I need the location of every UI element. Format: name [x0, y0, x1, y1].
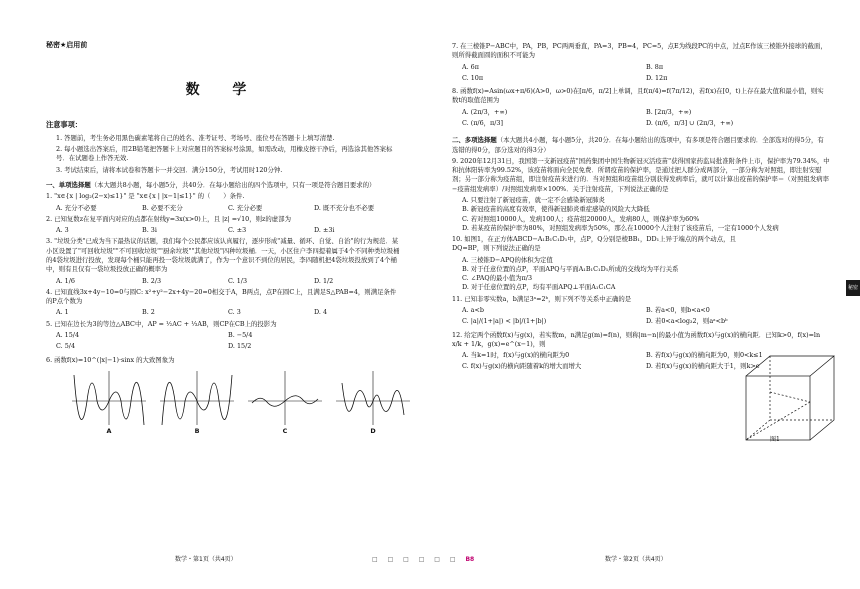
- option: B. 2: [142, 308, 155, 317]
- secret-label: 秘密★启用前: [46, 41, 88, 49]
- option: A. 只要注射了新冠疫苗，就一定不会感染新冠肺炎: [462, 195, 605, 204]
- graph-label: B: [194, 426, 200, 435]
- option: A. a<b: [462, 306, 484, 315]
- option: B. 新冠疫苗的高度有效率，使得新冠肺炎重症感染的风险大大降低: [462, 205, 650, 214]
- option: D. 若0<a<log₃2，则aᵃ<bᵇ: [646, 317, 728, 326]
- graph-a-plot: [70, 369, 148, 427]
- option: A. 6π: [462, 62, 479, 71]
- graph-c-plot: [246, 369, 324, 427]
- option: C. 10π: [462, 73, 484, 82]
- graph-option-b: [158, 369, 236, 436]
- question-11: 11. 已知非零实数a，b满足3ᵃ=2ᵇ，则下列不等关系中正确的是: [452, 294, 632, 303]
- graph-d-plot: [334, 369, 412, 427]
- option: A. 当k=1时，f(x)与g(x)的横向距为0: [462, 351, 570, 360]
- note-item: 2. 每小题选出答案后，用2B铅笔把答题卡上对应题目的答案标号涂黑，如需改动，用橡皮擦干净后，再选涂其他答案标号．在试题卷上作答无效.: [56, 145, 393, 163]
- section-desc: （本大题共4小题，每小题5分，共20分．在每小题给出的选项中，有多项是符合题目要求的．全部选对的得5分，有选错的得0分，部分选对的得3分）: [452, 136, 824, 154]
- option: D. 对于任意位置的点P，均有平面APQ⊥平面A₁C₁CA: [462, 283, 616, 292]
- option: C. ∠PAQ的最小值为π/3: [462, 274, 533, 283]
- question-10: 10. 如图1，在正方体ABCD−A₁B₁C₁D₁中，点P，Q分别是棱BB₁，DD₁上异于端点的两个动点，且DQ=BP，则下列说法正确的是: [452, 235, 736, 253]
- question-4: 4. 已知直线3x+4y−10=0与圆C: x²+y²−2x+4y−20=0相交于A，B两点，点P在圆C上，且满足S△PAB=4，则满足条件的P点个数为: [46, 287, 397, 306]
- note-item: 3. 考试结束后，请将本试卷和答题卡一并交回．满分150分，考试用时120分钟.: [56, 165, 283, 174]
- graph-option-d: [334, 369, 412, 436]
- print-code: B8: [465, 556, 475, 563]
- question-7: 7. 在三棱锥P−ABC中，PA，PB，PC两两垂直，PA=3，PB=4，PC=5，点E为线段PC的中点，过点E作该三棱锥外接球的截面，则所得截面圆的面积不可能为: [452, 42, 827, 60]
- options-1: [56, 204, 400, 213]
- option: C. f(x)与g(x)的横向距随着k的增大而增大: [462, 362, 582, 371]
- section-desc: （本大题共8小题，每小题5分，共40分．在每小题给出的四个选项中，只有一项是符合题目要求的）: [90, 181, 376, 189]
- option: D. (π/6，π/3] ∪ (2π/3，+∞): [646, 118, 734, 127]
- graph-option-a: [70, 369, 148, 436]
- question-2: 2. 已知复数z在复平面内对应的点都在射线y=3x(x>0)上，且 |z| =√10，则z的虚部为: [46, 214, 291, 223]
- option: A. 15/4: [56, 330, 80, 339]
- option: C. 3: [228, 308, 241, 317]
- option: A. (2π/3，+∞): [462, 107, 508, 116]
- option: A. 1/6: [56, 276, 75, 285]
- graph-b-plot: [158, 369, 236, 427]
- print-dots: □ □ □ □ □ □: [372, 556, 460, 563]
- graph-options-6: [70, 369, 400, 436]
- option: C. ±3: [228, 226, 247, 235]
- option: C. (π/6，π/3]: [462, 118, 503, 127]
- question-8: 8. 函数f(x)=Asin(ωx+π/6)(A>0，ω>0)在[π/6，π/2]上单调，且f(π/4)=f(7π/12)，若f(x)在[0，t)上存在最大值和最小值，则实数t的取值范围为: [452, 87, 824, 105]
- option: A. 充分不必要: [56, 203, 97, 212]
- question-9: 9. 2020年12月31日，我国第一支新冠疫苗"国药集团中国生物新冠灭活疫苗"获得国家药监局批准附条件上市，保护率为79.34%，中和抗体阳转率为99.52%，该疫苗将面向全民免费．所谓疫苗的保护率，是通过把人群分成两部分，一部分称为对照组，即注射安慰剂；另一部分称为疫苗组，即注射疫苗来进行的．当对照组和疫苗组分别获得发病率后，就可以计算出疫苗的保护率＝（对照组发病率−疫苗组发病率）/对照组发病率×100%．关于注射疫苗，下列说法正确的是: [452, 156, 830, 193]
- option: D. 15/2: [228, 342, 252, 351]
- option: B. 若a<0，则b<a<0: [646, 306, 710, 315]
- options-4: [56, 308, 400, 317]
- question-12: 12. 给定两个函数f(x)与g(x)，若实数m，n满足g(m)=f(n)，则称|m−n|的最小值为函数f(x)与g(x)的横向距．已知k>0，f(x)=ln x/k + 1/k，g(x)=e^(x−1)，则: [452, 330, 821, 348]
- options-8: [462, 108, 830, 131]
- graph-label: D: [370, 426, 376, 435]
- option: C. 5/4: [56, 342, 76, 351]
- page-footer-right: 数学・第2页（共4页）: [605, 556, 667, 563]
- option: D. ±3i: [314, 226, 335, 235]
- option: D. 4: [314, 308, 328, 317]
- cube-figure: [740, 352, 840, 444]
- section-heading: [452, 136, 830, 155]
- option: B. [2π/3，+∞): [646, 107, 692, 116]
- option: B. 必要不充分: [142, 203, 183, 212]
- question-5: 5. 已知在边长为3的等边△ABC中，AP = ½AC + ⅓AB，则CP在CB上的投影为: [46, 319, 277, 328]
- page-title: 数 学: [185, 82, 261, 99]
- option: D. 若某疫苗的保护率为80%，对照组发病率为50%，那么在10000个人注射了该疫苗后，一定有1000个人发病: [462, 223, 779, 232]
- right-page: [430, 0, 860, 589]
- option: A. 三棱锥D−APQ的体积为定值: [462, 255, 553, 264]
- options-3: [56, 277, 400, 286]
- option: D. 既不充分也不必要: [314, 203, 375, 212]
- note-item: 1. 答题前，考生务必用黑色碳素笔将自己的姓名、准考证号、考场号、座位号在答题卡上填写清楚.: [56, 133, 335, 142]
- question-6: 6. 函数f(x)=10^(|x|−1)·sinx 的大致图象为: [46, 355, 175, 364]
- option: B. 3i: [142, 226, 157, 235]
- page-footer-left: 数学・第1页（共4页）: [175, 556, 237, 563]
- option: A. 1: [56, 308, 69, 317]
- option: B. 若f(x)与g(x)的横向距为0，则0<k≤1: [646, 351, 763, 360]
- option: B. 对于任意位置的点P，平面APQ与平面A₁B₁C₁D₁所成的交线均为平行关系: [462, 264, 679, 273]
- notes-heading: 注意事项：: [46, 120, 82, 130]
- graph-label: C: [282, 426, 288, 435]
- section-heading: [46, 181, 400, 190]
- section-title: 二、多项选择题: [452, 136, 497, 145]
- graph-label: A: [106, 426, 112, 435]
- option: D. 1/2: [314, 276, 334, 285]
- option: D. 12π: [646, 73, 668, 82]
- option: B. 2/3: [142, 276, 162, 285]
- option: C. |a|/(1+|a|) < |b|/(1+|b|): [462, 317, 547, 326]
- section-title: 一、单项选择题: [46, 181, 91, 189]
- options-7: [462, 63, 830, 86]
- figure-caption: 图1: [770, 436, 780, 443]
- side-tab: 秘密: [846, 280, 860, 296]
- options-11: [462, 306, 830, 329]
- option: C. 若对照组10000人，发病100人；疫苗组20000人，发病80人，则保护率为60%: [462, 214, 700, 223]
- graph-option-c: [246, 369, 324, 436]
- option: A. 3: [56, 226, 69, 235]
- question-1: 1. "x∈{x | log₂(2−x)≤1}" 是 "x∈{x | |x−1|≤1}" 的（ ）条件.: [46, 192, 245, 201]
- options-2: [56, 226, 400, 235]
- option: D. 若f(x)与g(x)的横向距大于1，则k>e: [646, 362, 760, 371]
- option: C. 1/3: [228, 276, 248, 285]
- option: B. −5/4: [228, 330, 253, 339]
- question-3: 3. "垃圾分类"已成为当下最热议的话题，我们每个公民都应该认真履行，逐步形成"减量、循环、自觉、自治"的行为规范．某小区设置了"可回收垃圾""不可回收垃圾""厨余垃圾""其他垃圾"四种垃圾桶．一天，小区住户李四提着属于4个不同种类垃圾桶的4袋垃圾进行投放，发现每个桶只能再投一袋垃圾就满了，作为一个意识不到位的居民，李四随机把4袋垃圾投放到了4个桶中，则有且仅有一袋垃圾投放正确的概率为: [46, 237, 400, 274]
- options-5: [56, 331, 400, 354]
- option: C. 充分必要: [228, 203, 263, 212]
- option: B. 8π: [646, 62, 664, 71]
